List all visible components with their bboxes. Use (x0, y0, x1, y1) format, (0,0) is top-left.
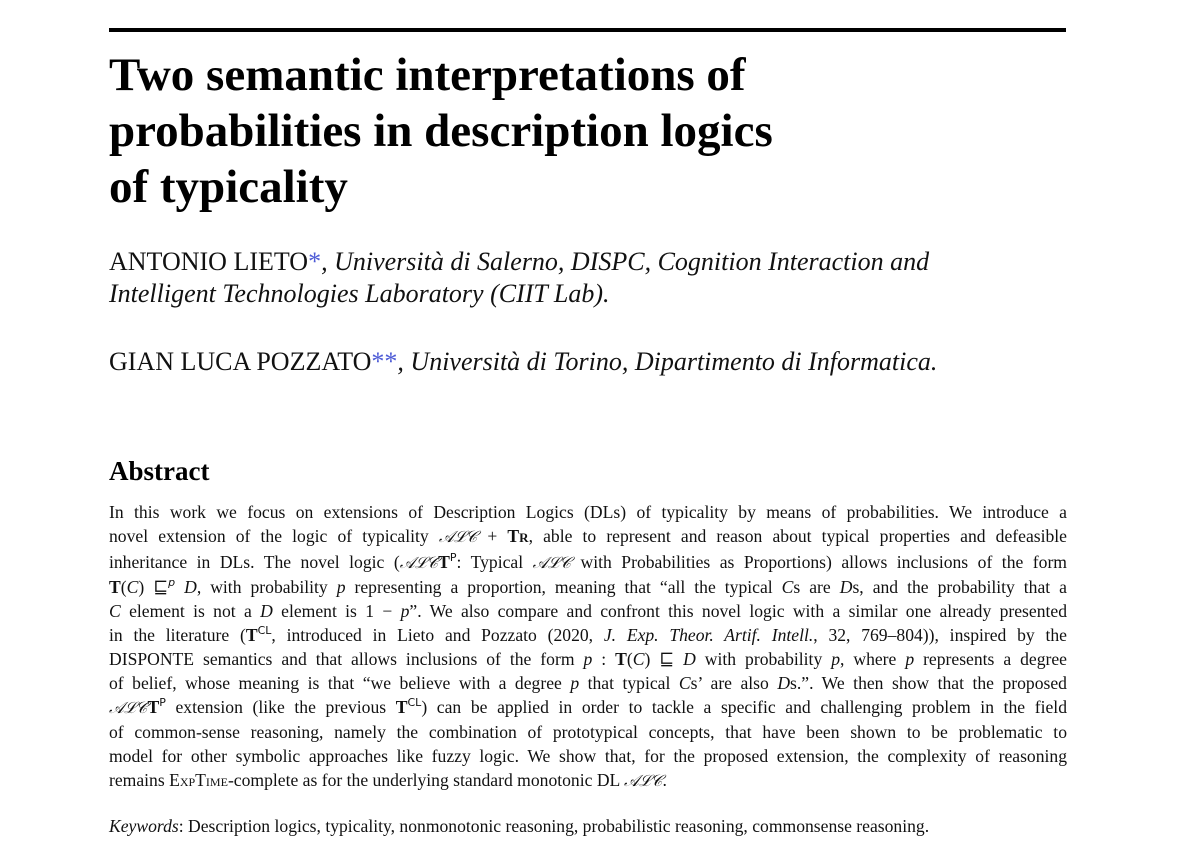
abstract-line (109, 599, 1067, 623)
text: novel extension of the logic of typicality (109, 526, 439, 546)
superscript: P (159, 696, 166, 710)
text: that typical (579, 673, 679, 693)
superscript: CL (257, 624, 272, 638)
text: -complete as for the underlying standard monotonic DL (227, 770, 625, 790)
keywords-text: : Description logics, typicality, nonmonotonic reasoning, probabilistic reasoning, commonsense reasoning. (178, 816, 930, 836)
keywords-label: Keywords (109, 816, 179, 836)
text: , able to represent and reason about typical properties and defeasible (528, 526, 1067, 546)
author-affiliation: , Università di Torino, Dipartimento di Informatica. (397, 347, 938, 376)
abstract-line (109, 623, 1067, 647)
abstract-line (109, 647, 1067, 671)
abstract-heading: Abstract (109, 456, 210, 486)
concept-var: D (777, 673, 791, 693)
author-block-1 (109, 246, 1069, 310)
text: , introduced in Lieto and Pozzato (2020, (271, 625, 604, 645)
logic-alc: 𝒜ℒ𝒞 (438, 527, 478, 546)
text: remains (109, 770, 170, 790)
abstract-line (109, 671, 1067, 695)
abstract-body (109, 500, 1067, 793)
text: + (477, 526, 508, 546)
author-name: GIAN LUCA POZZATO (109, 347, 372, 376)
concept-var: D (839, 577, 853, 597)
complexity-class: ExpTime (169, 770, 228, 790)
abstract-line (109, 744, 1067, 768)
text: , where (840, 649, 906, 669)
journal-name: J. Exp. Theor. Artif. Intell. (603, 625, 814, 645)
subscript: R (519, 530, 529, 545)
title-line: probabilities in description logics (109, 105, 773, 157)
superscript: P (449, 551, 457, 565)
text: ( (120, 577, 127, 597)
concept-var: D (184, 577, 197, 597)
concept-var: D (683, 649, 696, 669)
text: s are (793, 577, 840, 597)
logic-alc: 𝒜ℒ𝒞 (399, 553, 439, 572)
author-affiliation: , Università di Salerno, DISPC, Cognition Interaction and (321, 247, 930, 276)
concept-var: C (781, 577, 794, 597)
paper-title (109, 47, 1059, 215)
typicality-operator: T (438, 552, 450, 572)
abstract-line (109, 695, 1067, 720)
text: model for other symbolic approaches like fuzzy logic. We show that, for the proposed extension, the complexity of reasoning (109, 746, 1067, 766)
prob-var: p (831, 649, 841, 669)
prob-var: p (905, 649, 915, 669)
concept-var: C (678, 673, 691, 693)
text: element is 1 − (272, 601, 401, 621)
author-affiliation-line2: Intelligent Technologies Laboratory (CIIT Lab). (109, 279, 610, 308)
abstract-line (109, 550, 1067, 575)
abstract-line (109, 524, 1067, 550)
text: represents a degree (914, 649, 1067, 669)
text: , 32, 769–804)), inspired by the (813, 625, 1067, 645)
logic-alc: 𝒜ℒ𝒞 (109, 698, 148, 717)
typicality-operator: T (507, 526, 520, 546)
prob-var: p (570, 673, 580, 693)
title-line: of typicality (109, 161, 348, 213)
typicality-operator: T (109, 577, 121, 597)
text: inheritance in DLs. The novel logic ( (109, 552, 400, 572)
superscript: CL (407, 696, 422, 710)
concept-var: C (632, 649, 645, 669)
text: s.”. We then show that the proposed (790, 673, 1067, 693)
concept-var: C (109, 601, 121, 621)
text: ) can be applied in order to tackle a specific and challenging problem in the field (421, 697, 1067, 717)
text: of common-sense reasoning, namely the combination of prototypical concepts, that have been shown to be problematic to (109, 722, 1067, 742)
concept-var: C (126, 577, 139, 597)
prob-var: p (400, 601, 410, 621)
text: ”. We also compare and confront this novel logic with a similar one already presented (409, 601, 1068, 621)
text: , with probability (196, 577, 337, 597)
text: representing a proportion, meaning that “all the typical (345, 577, 782, 597)
abstract-line (109, 500, 1067, 524)
typicality-operator: T (395, 697, 408, 717)
author-name: ANTONIO LIETO (109, 247, 309, 276)
text: ) ⊑ (138, 577, 169, 597)
typicality-operator: T (245, 625, 258, 645)
text: element is not a (120, 601, 261, 621)
text: of belief, whose meaning is that “we believe with a degree (109, 673, 571, 693)
title-line: Two semantic interpretations of (109, 49, 746, 101)
prob-var: p (336, 577, 346, 597)
abstract-line (109, 575, 1067, 599)
text: s, and the probability that a (852, 577, 1067, 597)
prob-var: p (583, 649, 593, 669)
text: with Probabilities as Proportions) allows inclusions of the form (571, 552, 1067, 572)
logic-alc: 𝒜ℒ𝒞 (532, 553, 572, 572)
concept-var: D (260, 601, 273, 621)
footnote-marker[interactable]: * (308, 247, 322, 276)
text: extension (like the previous (165, 697, 396, 717)
text: . (662, 770, 667, 790)
text: ( (626, 649, 633, 669)
text: : Typical (456, 552, 533, 572)
typicality-operator: T (615, 649, 627, 669)
top-rule (109, 28, 1066, 32)
footnote-marker[interactable]: ** (371, 347, 398, 376)
keywords-line (109, 814, 1067, 838)
abstract-line (109, 720, 1067, 744)
text: in the literature ( (109, 625, 246, 645)
text: s’ are also (690, 673, 778, 693)
text: ) ⊑ (644, 649, 684, 669)
author-block-2 (109, 346, 1069, 378)
typicality-operator: T (147, 697, 160, 717)
superscript: p (168, 576, 176, 590)
text: DISPONTE semantics and that allows inclusions of the form (109, 649, 584, 669)
abstract-line (109, 768, 1067, 793)
text: with probability (695, 649, 832, 669)
logic-alc: 𝒜ℒ𝒞 (624, 771, 663, 790)
text: In this work we focus on extensions of Description Logics (DLs) of typicality by means of probabilities. We introduce a (109, 502, 1067, 522)
text: : (592, 649, 616, 669)
